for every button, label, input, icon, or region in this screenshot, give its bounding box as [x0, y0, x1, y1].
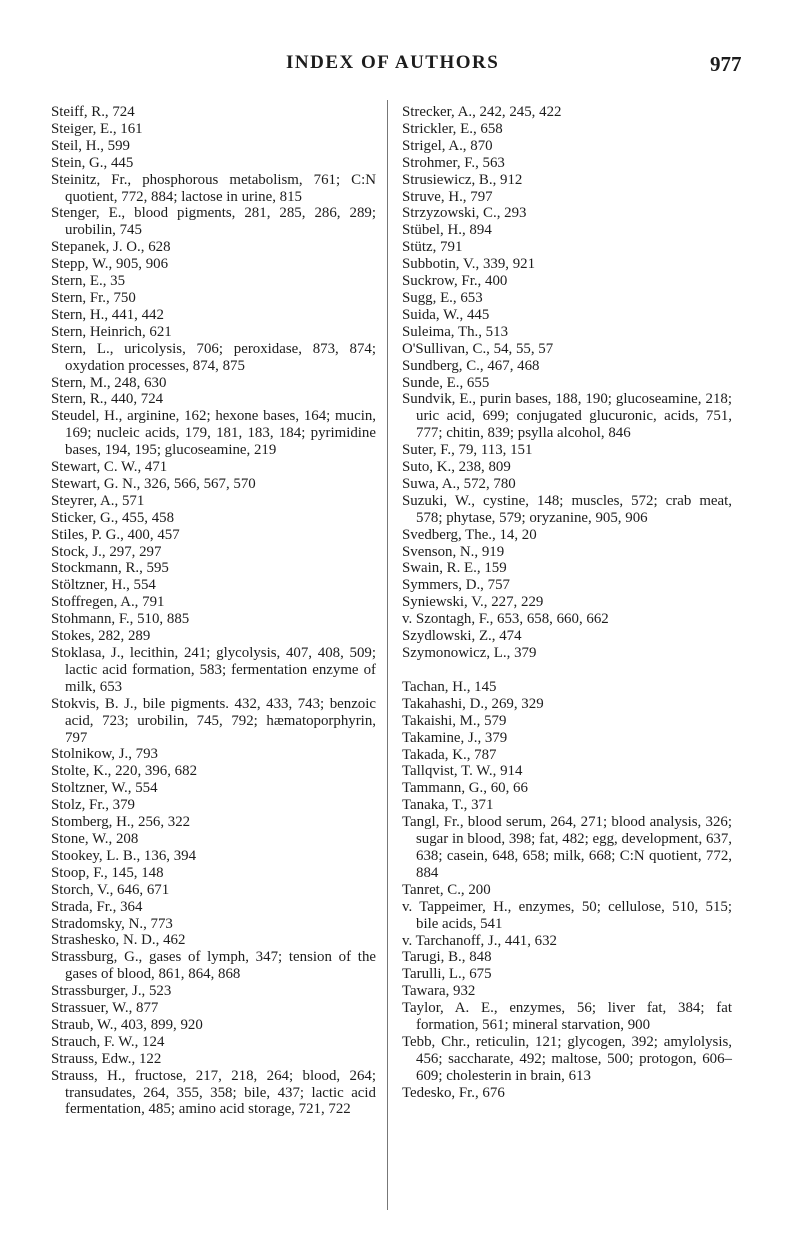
index-entry: Takaishi, M., 579 — [402, 712, 507, 729]
index-entry: Tedesko, Fr., 676 — [402, 1084, 505, 1101]
index-column-right — [402, 104, 732, 1102]
index-entry: Sticker, G., 455, 458 — [51, 509, 175, 526]
index-entry: Tarugi, B., 848 — [402, 949, 492, 966]
index-entry: Svenson, N., 919 — [402, 543, 505, 560]
page-header-title: INDEX OF AUTHORS — [286, 52, 500, 73]
group-gap — [402, 662, 732, 679]
index-entry: Syniewski, V., 227, 229 — [402, 594, 544, 611]
index-entry: Stradomsky, N., 773 — [51, 915, 173, 932]
index-entry: v. Tappeimer, H., enzymes, 50; cellulose, 510, 515; bile acids, 541 — [402, 898, 732, 932]
index-entry: Suleima, Th., 513 — [402, 323, 509, 340]
index-entry: Strashesko, N. D., 462 — [51, 932, 186, 949]
index-group-t — [402, 679, 732, 1102]
index-entry: Stomberg, H., 256, 322 — [51, 814, 191, 831]
index-entry: Suckrow, Fr., 400 — [402, 273, 508, 290]
index-entry: Strecker, A., 242, 245, 422 — [402, 104, 562, 120]
index-entry: Stein, G., 445 — [51, 154, 134, 171]
index-entry: v. Szontagh, F., 653, 658, 660, 662 — [402, 611, 609, 628]
index-entry: Strada, Fr., 364 — [51, 898, 143, 915]
index-entry: Strzyzowski, C., 293 — [402, 205, 527, 222]
index-entry: Strigel, A., 870 — [402, 137, 493, 154]
column-divider — [387, 100, 388, 1210]
index-entry: Strauch, F. W., 124 — [51, 1033, 165, 1050]
index-entry: Takada, K., 787 — [402, 746, 497, 763]
index-entry: Stepanek, J. O., 628 — [51, 239, 171, 256]
index-entry: Straub, W., 403, 899, 920 — [51, 1016, 203, 1033]
index-entry: Strickler, E., 658 — [402, 120, 503, 137]
index-entry: Tanaka, T., 371 — [402, 797, 494, 814]
index-entry: Stern, E., 35 — [51, 273, 126, 290]
index-entry: Sundberg, C., 467, 468 — [402, 357, 540, 374]
index-entry: O'Sullivan, C., 54, 55, 57 — [402, 340, 554, 357]
index-entry: Stone, W., 208 — [51, 830, 139, 847]
index-entry: Strassburger, J., 523 — [51, 983, 172, 1000]
index-entry: Strauss, Edw., 122 — [51, 1050, 162, 1067]
page-number: 977 — [710, 52, 742, 76]
index-entry: Stoltzner, W., 554 — [51, 780, 158, 797]
index-entry: Symmers, D., 757 — [402, 577, 510, 594]
index-entry: Steiff, R., 724 — [51, 104, 135, 120]
index-entry: Takamine, J., 379 — [402, 729, 508, 746]
index-entry: Tebb, Chr., reticulin, 121; glycogen, 392; amylolysis, 456; saccharate, 492; maltose, 500; protogon, 606–609; cholesterin in brain, 613 — [402, 1033, 732, 1084]
index-entry: Stolte, K., 220, 396, 682 — [51, 763, 198, 780]
index-entry: Suzuki, W., cystine, 148; muscles, 572; crab meat, 578; phytase, 579; oryzanine, 905, 906 — [402, 492, 732, 526]
index-entry: Suter, F., 79, 113, 151 — [402, 442, 533, 459]
index-entry: Stern, H., 441, 442 — [51, 306, 164, 323]
index-entry: Sunde, E., 655 — [402, 374, 490, 391]
index-entry: Stern, M., 248, 630 — [51, 374, 167, 391]
index-entry: Szymonowicz, L., 379 — [402, 645, 537, 661]
index-entry: Tanret, C., 200 — [402, 881, 491, 898]
index-group-s — [402, 104, 732, 662]
index-entry: Tawara, 932 — [402, 983, 476, 1000]
index-entry: Suwa, A., 572, 780 — [402, 475, 516, 492]
index-entry: Stern, Fr., 750 — [51, 289, 136, 306]
index-entry: Stohmann, F., 510, 885 — [51, 611, 190, 628]
index-entry: Stolz, Fr., 379 — [51, 797, 135, 814]
index-entry: Stübel, H., 894 — [402, 222, 492, 239]
index-entry: Sundvik, E., purin bases, 188, 190; glucoseamine, 218; uric acid, 699; conjugated glucuronic, acids, 751, 777; chitin, 839; psylla alcohol, 846 — [402, 391, 732, 442]
index-entry: Strohmer, F., 563 — [402, 154, 505, 171]
index-entry: Sugg, E., 653 — [402, 289, 483, 306]
index-entry: Strassuer, W., 877 — [51, 1000, 159, 1017]
index-entry: Stock, J., 297, 297 — [51, 543, 162, 560]
index-entry: Szydlowski, Z., 474 — [402, 628, 522, 645]
index-entry: Stookey, L. B., 136, 394 — [51, 847, 197, 864]
index-entry: Swain, R. E., 159 — [402, 560, 507, 577]
index-entry: Stokvis, B. J., bile pigments. 432, 433, 743; benzoic acid, 723; urobilin, 745, 792; hæmatoporphyrin, 797 — [51, 695, 376, 746]
index-entry: Struve, H., 797 — [402, 188, 493, 205]
index-entry: Stewart, C. W., 471 — [51, 459, 168, 476]
index-entry: Svedberg, The., 14, 20 — [402, 526, 537, 543]
index-entry: Suida, W., 445 — [402, 306, 490, 323]
index-entry: Subbotin, V., 339, 921 — [402, 256, 536, 273]
index-entry: Stern, Heinrich, 621 — [51, 323, 172, 340]
index-entry: Takahashi, D., 269, 329 — [402, 695, 544, 712]
index-entry: Suto, K., 238, 809 — [402, 459, 511, 476]
index-entry: Stenger, E., blood pigments, 281, 285, 286, 289; urobilin, 745 — [51, 205, 376, 239]
index-entry: Stokes, 282, 289 — [51, 628, 151, 645]
index-entry: Stockmann, R., 595 — [51, 560, 169, 577]
index-entry: Stern, R., 440, 724 — [51, 391, 164, 408]
index-entry: Strassburg, G., gases of lymph, 347; tension of the gases of blood, 861, 864, 868 — [51, 949, 376, 983]
index-entry: Tachan, H., 145 — [402, 678, 497, 695]
index-entry: Strauss, H., fructose, 217, 218, 264; blood, 264; transudates, 264, 355, 358; bile, 437; lactic acid fermentation, 485; amino acid storage, 721, 722 — [51, 1067, 376, 1118]
index-entry: Steil, H., 599 — [51, 137, 131, 154]
index-entry: Stoop, F., 145, 148 — [51, 864, 164, 881]
index-entry: Stütz, 791 — [402, 239, 463, 256]
index-entry: v. Tarchanoff, J., 441, 632 — [402, 932, 558, 949]
index-entry: Stern, L., uricolysis, 706; peroxidase, 873, 874; oxydation processes, 874, 875 — [51, 340, 376, 374]
index-entry: Storch, V., 646, 671 — [51, 881, 170, 898]
index-entry: Stiles, P. G., 400, 457 — [51, 526, 180, 543]
index-entry: Strusiewicz, B., 912 — [402, 171, 523, 188]
index-entry: Tangl, Fr., blood serum, 264, 271; blood analysis, 326; sugar in blood, 398; fat, 482; egg, development, 637, 638; casein, 648, 658; milk, 668; C:N quotient, 772, 884 — [402, 814, 732, 881]
index-entry: Stewart, G. N., 326, 566, 567, 570 — [51, 475, 256, 492]
index-entry: Stöltzner, H., 554 — [51, 577, 156, 594]
index-entry: Stolnikow, J., 793 — [51, 746, 159, 763]
index-entry: Stepp, W., 905, 906 — [51, 256, 169, 273]
index-entry: Tallqvist, T. W., 914 — [402, 763, 523, 780]
index-entry: Steudel, H., arginine, 162; hexone bases, 164; mucin, 169; nucleic acids, 179, 181, 183, 184; pyrimidine bases, 194, 195; glucoseamine, 219 — [51, 408, 376, 459]
index-entry: Stoklasa, J., lecithin, 241; glycolysis, 407, 408, 509; lactic acid formation, 583; fermentation enzyme of milk, 653 — [51, 645, 376, 695]
index-entry: Tammann, G., 60, 66 — [402, 780, 528, 797]
index-entry: Tarulli, L., 675 — [402, 966, 492, 983]
index-entry: Stoffregen, A., 791 — [51, 594, 165, 611]
index-entry: Taylor, A. E., enzymes, 56; liver fat, 384; fat formation, 561; mineral starvation, 900 — [402, 1000, 732, 1034]
index-column-left — [51, 104, 376, 1118]
index-entry: Steinitz, Fr., phosphorous metabolism, 761; C:N quotient, 772, 884; lactose in urine, 815 — [51, 171, 376, 205]
index-entry: Steiger, E., 161 — [51, 120, 143, 137]
index-entry: Steyrer, A., 571 — [51, 492, 145, 509]
